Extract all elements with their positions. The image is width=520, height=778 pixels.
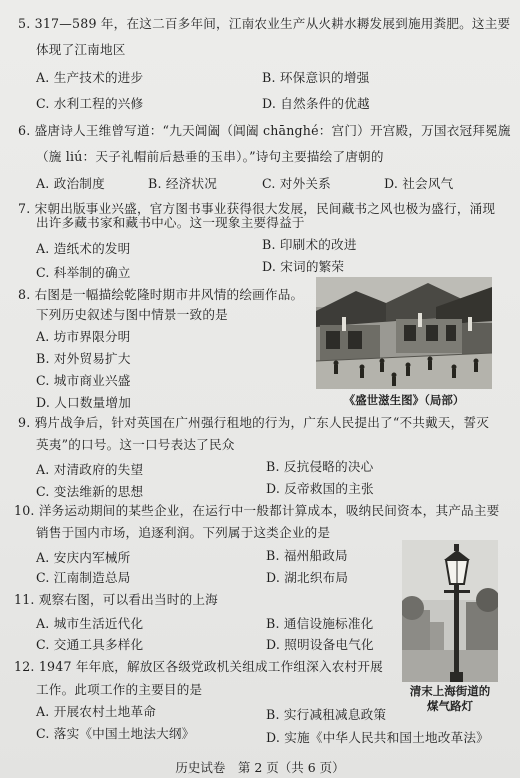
gas-lamp-caption-line1: 清末上海街道的 [409, 684, 491, 698]
q5-option-b: B. 环保意识的增强 [262, 70, 370, 85]
q8-stem-line1: 8. 右图是一幅描绘乾隆时期市井风情的绘画作品。 [18, 287, 304, 302]
q6-option-c: C. 对外关系 [262, 176, 331, 191]
q8-stem-line2: 下列历史叙述与图中情景一致的是 [36, 307, 228, 322]
page-footer: 历史试卷 第 2 页（共 6 页） [175, 760, 345, 775]
q8-option-d: D. 人口数量增加 [36, 395, 132, 410]
q10-option-c: C. 江南制造总局 [36, 570, 131, 585]
gas-lamp-caption-line2: 煤气路灯 [427, 699, 473, 713]
q6-stem-line1: 6. 盛唐诗人王维曾写道：“九天阊阖（阊阖 chānghé：宫门）开宫殿，万国衣冠拜冕旒 [18, 123, 511, 138]
q11-stem-line1: 11. 观察右图，可以看出当时的上海 [14, 592, 218, 607]
q6-option-d: D. 社会风气 [384, 176, 454, 191]
q12-option-a: A. 开展农村土地革命 [36, 704, 157, 719]
q9-stem-line2: 英夷”的口号。这一口号表达了民众 [36, 437, 235, 452]
q11-option-a: A. 城市生活近代化 [36, 616, 144, 631]
q10-stem-line1: 10. 洋务运动期间的某些企业，在运行中一般都计算成本，吸纳民间资本，其产品主要 [14, 503, 500, 518]
market-painting-caption: 《盛世滋生图》（局部） [343, 393, 465, 407]
q11-option-c: C. 交通工具多样化 [36, 637, 144, 652]
q12-stem-line2: 工作。此项工作的主要目的是 [36, 682, 203, 697]
q7-stem-line1: 7. 宋朝出版事业兴盛，官方图书事业获得很大发展，民间藏书之风也极为盛行，涌现 [18, 201, 496, 216]
q12-option-d: D. 实施《中华人民共和国土地改革法》 [266, 730, 489, 745]
q7-option-a: A. 造纸术的发明 [36, 241, 131, 256]
q10-option-a: A. 安庆内军械所 [36, 550, 131, 565]
q8-option-a: A. 坊市界限分明 [36, 329, 131, 344]
q7-option-c: C. 科举制的确立 [36, 265, 131, 280]
q9-option-b: B. 反抗侵略的决心 [266, 459, 374, 474]
q5-option-c: C. 水利工程的兴修 [36, 96, 144, 111]
q10-option-d: D. 湖北织布局 [266, 570, 349, 585]
q11-option-b: B. 通信设施标准化 [266, 616, 374, 631]
q12-option-c: C. 落实《中国土地法大纲》 [36, 726, 195, 741]
q9-option-d: D. 反帝救国的主张 [266, 481, 374, 496]
q8-option-c: C. 城市商业兴盛 [36, 373, 131, 388]
q9-option-a: A. 对清政府的失望 [36, 462, 144, 477]
q6-option-b: B. 经济状况 [148, 176, 218, 191]
q10-stem-line2: 销售于国内市场，追逐利润。下列属于这类企业的是 [36, 525, 331, 540]
q9-stem-line1: 9. 鸦片战争后，针对英国在广州强行租地的行为，广东人民提出了“不共戴天，誓灭 [18, 415, 490, 430]
q12-option-b: B. 实行减租减息政策 [266, 707, 387, 722]
gas-lamp-image [402, 540, 498, 682]
q10-option-b: B. 福州船政局 [266, 548, 348, 563]
q5-stem-line2: 体现了江南地区 [36, 42, 126, 57]
q6-option-a: A. 政治制度 [36, 176, 105, 191]
q5-option-a: A. 生产技术的进步 [36, 70, 144, 85]
q5-option-d: D. 自然条件的优越 [262, 96, 370, 111]
q8-option-b: B. 对外贸易扩大 [36, 351, 131, 366]
q11-option-d: D. 照明设备电气化 [266, 637, 374, 652]
q7-option-d: D. 宋词的繁荣 [262, 259, 345, 274]
q5-stem-line1: 5. 317—589 年，在这二百多年间，江南农业生产从火耕水耨发展到施用粪肥。这主要 [18, 16, 511, 31]
q9-option-c: C. 变法维新的思想 [36, 484, 144, 499]
q7-stem-line2: 出许多藏书家和藏书中心。这一现象主要得益于 [36, 215, 305, 230]
q7-option-b: B. 印刷术的改进 [262, 237, 357, 252]
q12-stem-line1: 12. 1947 年年底，解放区各级党政机关组成工作组深入农村开展 [14, 659, 383, 674]
market-painting-image [316, 277, 492, 389]
q6-stem-line2: （旒 liú：天子礼帽前后悬垂的玉串）。”诗句主要描绘了唐朝的 [36, 149, 384, 164]
